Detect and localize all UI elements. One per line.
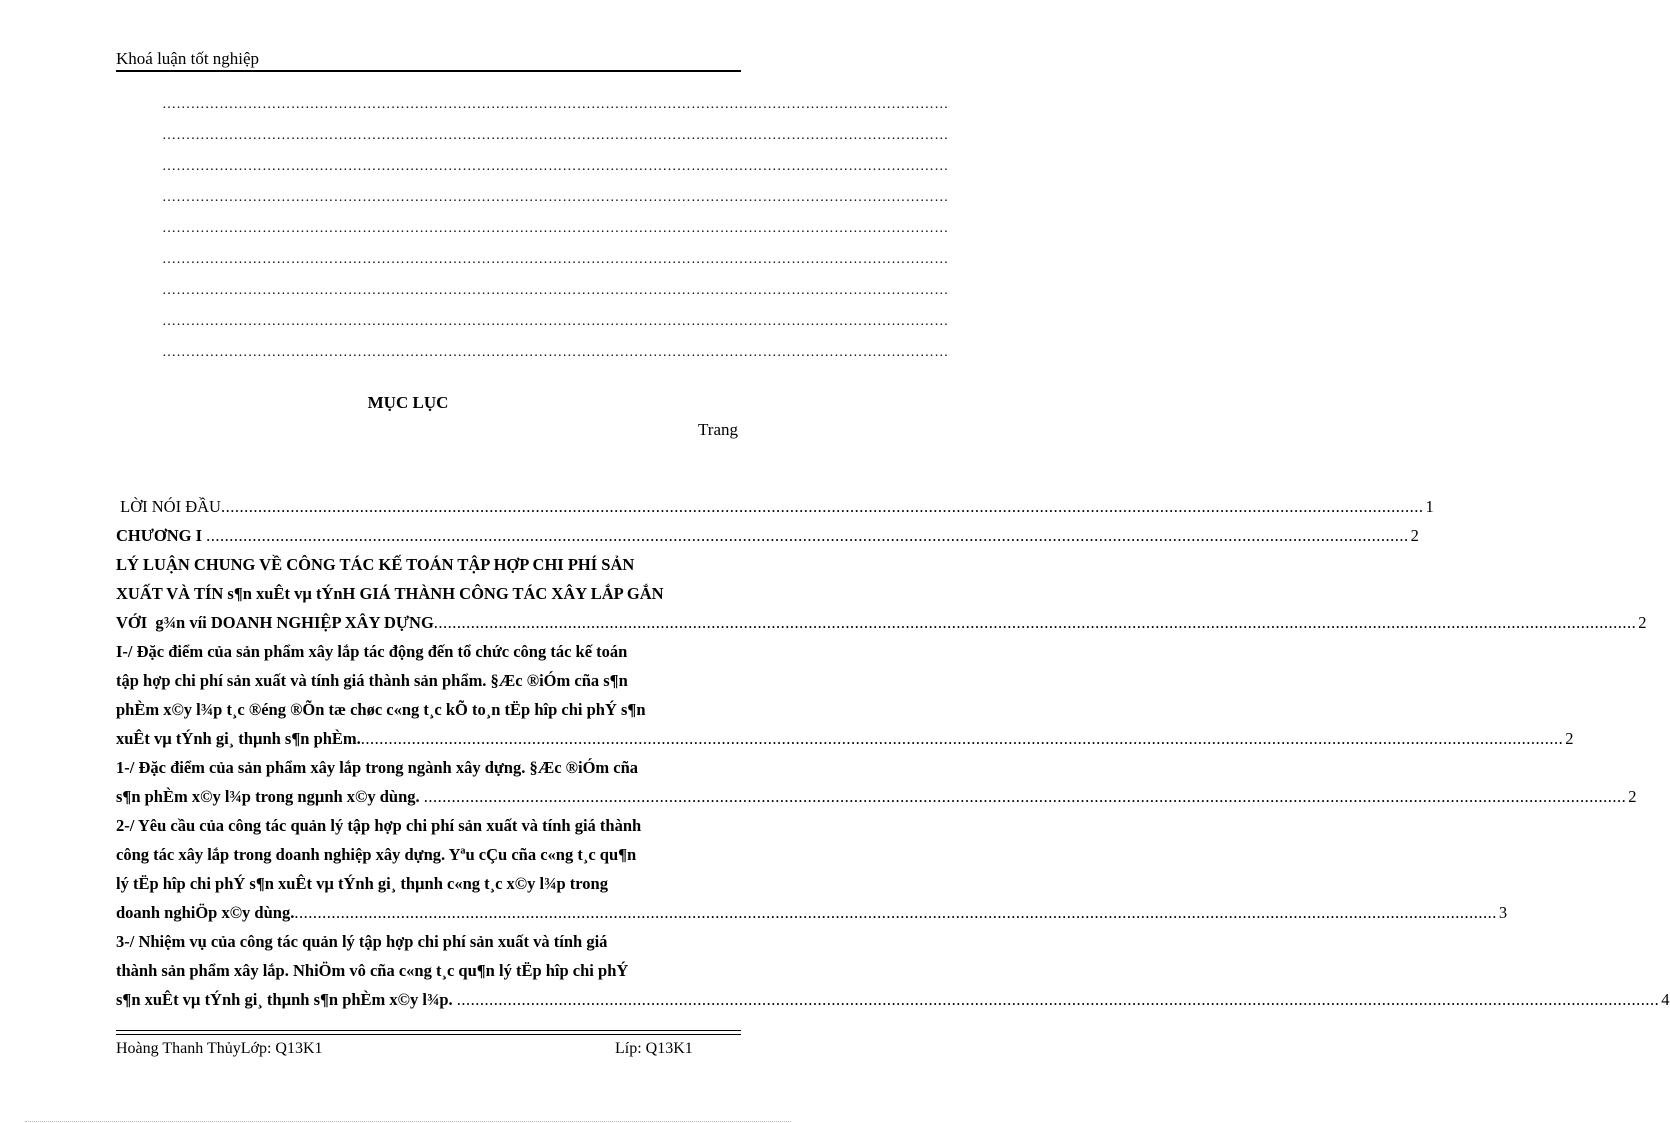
dotted-line: ………………………………………………………………………………………………………………………………………………… <box>162 345 949 360</box>
footer-rule <box>116 1034 741 1035</box>
toc-entry <box>116 927 1670 1014</box>
footer-author: Hoàng Thanh ThủyLớp: Q13K1 <box>116 1040 323 1057</box>
dotted-line: ………………………………………………………………………………………………………………………………………………… <box>162 314 949 329</box>
toc-entry-line: XUẤT VÀ TÍN s¶n xuÊt vµ tÝnH GIÁ THÀNH CÔNG TÁC XÂY LẮP GẮN <box>116 584 664 603</box>
toc-entry-line: 1-/ Đặc điểm của sản phẩm xây lắp trong ngành xây dựng. §Æc ®iÓm cña <box>116 758 639 777</box>
toc-entry-line: phÈm x©y l¾p t¸c ®éng ®Õn tæ chøc c«ng t¸c kÕ to¸n tËp hîp chi phÝ s¶n <box>116 700 646 719</box>
toc-entry-text: xuÊt vµ tÝnh gi¸ thµnh s¶n phÈm. <box>116 729 361 748</box>
toc-entry <box>116 492 1434 521</box>
header-title: Khoá luận tốt nghiệp <box>116 49 260 68</box>
toc-entry-line: LÝ LUẬN CHUNG VỀ CÔNG TÁC KẾ TOÁN TẬP HỢP CHI PHÍ SẢN <box>116 555 635 574</box>
toc-entry-line: công tác xây lắp trong doanh nghiệp xây dựng. Yªu cÇu cña c«ng t¸c qu¶n <box>116 845 637 864</box>
table-of-contents <box>116 492 1670 1014</box>
toc-title: MỤC LỤC <box>367 393 449 412</box>
toc-page-number: 4 <box>1661 990 1670 1009</box>
toc-entry <box>116 753 1637 811</box>
toc-entry-line: thành sản phẩm xây lắp. NhiÖm vô cña c«ng t¸c qu¶n lý tËp hîp chi phÝ <box>116 961 629 980</box>
toc-entry <box>116 521 1419 550</box>
page-column-label: Trang <box>698 420 738 439</box>
dotted-line: ………………………………………………………………………………………………………………………………………………… <box>162 97 949 112</box>
toc-entry-text: doanh nghiÖp x©y dùng. <box>116 903 295 922</box>
toc-entry-tail <box>116 985 1670 1014</box>
toc-entry-text: s¶n phÈm x©y l¾p trong ngµnh x©y dùng. <box>116 787 424 806</box>
toc-leader-dots: .................................................................................................................................................................................................................................................................... <box>294 903 1497 922</box>
toc-entry-tail <box>116 898 1508 927</box>
toc-entry <box>116 811 1508 927</box>
dotted-line: ………………………………………………………………………………………………………………………………………………… <box>162 190 949 205</box>
toc-page-number: 2 <box>1638 613 1647 632</box>
toc-entry-tail <box>116 608 1647 637</box>
toc-leader-dots: .................................................................................................................................................................................................................................................................... <box>206 526 1409 545</box>
toc-page-number: 2 <box>1410 526 1419 545</box>
toc-page-number: 3 <box>1498 903 1508 922</box>
toc-entry-text: VỚI g¾n víi DOANH NGHIỆP XÂY DỰNG <box>116 613 434 632</box>
toc-entry-text: s¶n xuÊt vµ tÝnh gi¸ thµnh s¶n phÈm x©y l¾p. <box>116 990 457 1009</box>
toc-entry <box>116 550 1647 637</box>
toc-entry-tail <box>116 782 1637 811</box>
toc-entry-text: LỜI NÓI ĐẦU <box>116 497 221 516</box>
toc-entry-tail <box>116 492 1434 521</box>
toc-page-number: 1 <box>1425 497 1434 516</box>
header-rule <box>116 70 741 72</box>
toc-entry-line: 3-/ Nhiệm vụ của công tác quản lý tập hợp chi phí sản xuất và tính giá <box>116 932 608 951</box>
page-edge <box>25 1121 791 1122</box>
toc-leader-dots: .................................................................................................................................................................................................................................................................... <box>456 990 1660 1009</box>
footer-class: Líp: Q13K1 <box>615 1040 693 1057</box>
dotted-lines <box>162 96 949 375</box>
toc-leader-dots: .................................................................................................................................................................................................................................................................... <box>360 729 1564 748</box>
dotted-line: ………………………………………………………………………………………………………………………………………………… <box>162 159 949 174</box>
toc-entry-tail <box>116 521 1419 550</box>
toc-page-number: 2 <box>1565 729 1574 748</box>
dotted-line: ………………………………………………………………………………………………………………………………………………… <box>162 221 949 236</box>
dotted-line: ………………………………………………………………………………………………………………………………………………… <box>162 128 949 143</box>
toc-entry <box>116 637 1574 753</box>
toc-entry-line: 2-/ Yêu cầu của công tác quản lý tập hợp chi phí sản xuất và tính giá thành <box>116 816 642 835</box>
toc-entry-tail <box>116 724 1574 753</box>
footer-rule <box>116 1030 741 1031</box>
toc-entry-line: I-/ Đặc điểm của sản phẩm xây lắp tác động đến tổ chức công tác kế toán <box>116 642 628 661</box>
dotted-line: ………………………………………………………………………………………………………………………………………………… <box>162 283 949 298</box>
toc-entry-line: tập hợp chi phí sản xuất và tính giá thành sản phẩm. §Æc ®iÓm cña s¶n <box>116 671 628 690</box>
toc-entry-text: CHƯƠNG I <box>116 526 207 545</box>
toc-leader-dots: .................................................................................................................................................................................................................................................................... <box>423 787 1627 806</box>
toc-page-number: 2 <box>1628 787 1637 806</box>
toc-entry-line: lý tËp hîp chi phÝ s¶n xuÊt vµ tÝnh gi¸ thµnh c«ng t¸c x©y l¾p trong <box>116 874 608 893</box>
toc-leader-dots: .................................................................................................................................................................................................................................................................... <box>433 613 1637 632</box>
dotted-line: ………………………………………………………………………………………………………………………………………………… <box>162 252 949 267</box>
toc-leader-dots: .................................................................................................................................................................................................................................................................... <box>220 497 1424 516</box>
